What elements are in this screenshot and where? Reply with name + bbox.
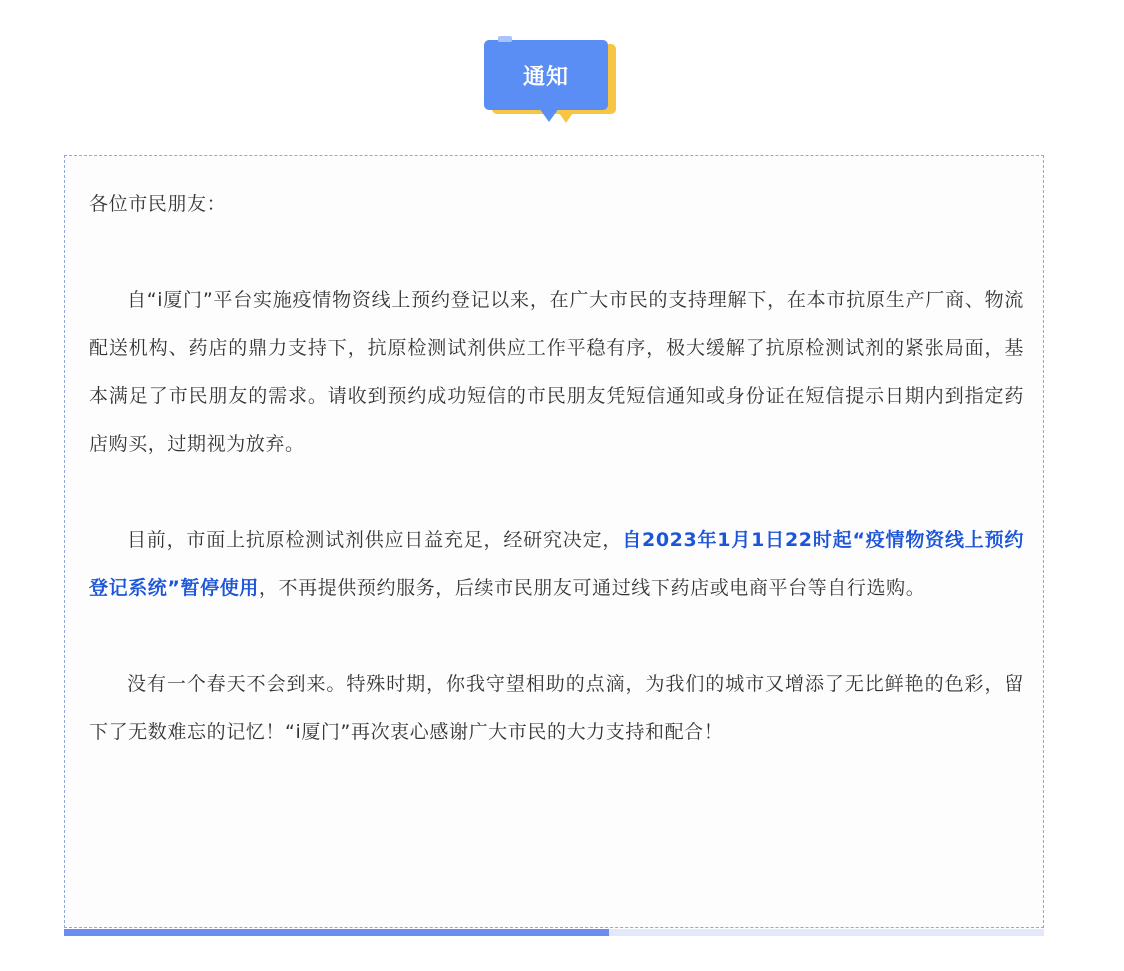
bottom-progress-fill — [64, 929, 609, 936]
notice-content — [89, 180, 1024, 756]
notice-paragraph-3: 没有一个春天不会到来。特殊时期，你我守望相助的点滴，为我们的城市又增添了无比鲜艳的色彩，留下了无数难忘的记忆！“i厦门”再次衷心感谢广大市民的大力支持和配合！ — [89, 673, 1024, 743]
badge-body — [484, 40, 608, 110]
notice-paragraph-1: 自“i厦门”平台实施疫情物资线上预约登记以来，在广大市民的支持理解下，在本市抗原生产厂商、物流配送机构、药店的鼎力支持下，抗原检测试剂供应工作平稳有序，极大缓解了抗原检测试剂的紧张局面，基本满足了市民朋友的需求。请收到预约成功短信的市民朋友凭短信通知或身份证在短信提示日期内到指定药店购买，过期视为放弃。 — [89, 289, 1024, 455]
badge-notch — [498, 36, 512, 42]
notice-greeting: 各位市民朋友： — [89, 193, 227, 215]
bottom-progress-bar — [64, 929, 1044, 936]
badge-pointer — [539, 108, 559, 122]
notice-box — [64, 155, 1044, 928]
suspension-highlight: 自2023年1月1日22时起“疫情物资线上预约登记系统”暂停使用 — [89, 529, 1024, 599]
notice-paragraph-2 — [89, 516, 1024, 612]
notice-badge — [484, 40, 620, 128]
badge-label: 通知 — [522, 64, 569, 90]
paragraph-2-intro: 目前，市面上抗原检测试剂供应日益充足，经研究决定， — [127, 529, 623, 551]
badge-shadow-tail — [557, 110, 575, 123]
paragraph-2-rest: ，不再提供预约服务，后续市民朋友可通过线下药店或电商平台等自行选购。 — [258, 577, 926, 599]
